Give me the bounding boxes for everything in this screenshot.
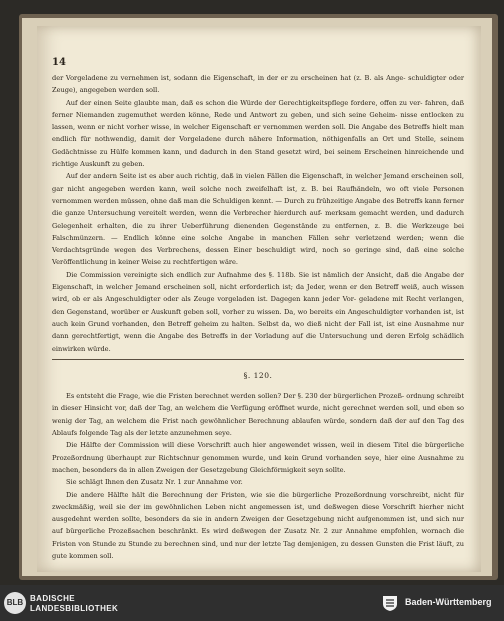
paragraph: Auf der einen Seite glaubte man, daß es schon die Würde der Gerechtigkeitspflege fordere, offen zu ver- fahren, daß ferner Niemanden zugemuthet werden könne, Rede und Antwort zu geben, und sich seine Geheim- nisse entlocken zu lassen, wenn er nicht vorher wisse, in welcher Eigenschaft er vernommen werden soll. Die Angabe des Betreffs hielt man endlich für nothwendig, damit der Vorgeladene durch nähere Information, nöthigenfalls an Ort und Stelle, seinem Gedächtnisse zu Hülfe kommen kann, und dadurch in den Stand gesetzt wird, bei seinem Erscheinen hinreichende und richtige Auskunft zu geben. (52, 98, 464, 169)
paragraph: Auf der andern Seite ist es aber auch richtig, daß in vielen Fällen die Eigenschaft, in welcher Jemand erscheinen soll, gar nicht angegeben werden kann, weil solche noch zweifelhaft ist, z. B. bei Raufhändeln, wo oft viele Personen vernommen werden müssen, ohne daß man die Schuldigen kennt. — Durch zu frühzeitige Angabe des Betreffs kann ferner die ganze Untersuchung vereitelt werden, wenn die Verbrecher hierdurch auf- merksam gemacht werden, und dadurch Gelegenheit erhalten, die zu ihrer Ueberführung dienenden Gegenstände zu entfernen, z. B. die Werkzeuge bei Falschmünzern. — Endlich könne eine solche Angabe in manchen Fällen sehr verletzend werden; wenn die Verdachtsgründe wegen des Verbrechens, dessen Einer beschuldigt wird, noch so geringe sind, daß eine solche Veröffentlichung in keiner Weise zu rechtfertigen wäre. (52, 172, 465, 267)
section-divider (52, 359, 464, 360)
paragraph: Die andere Hälfte hält die Berechnung der Fristen, wie sie die bürgerliche Prozeßordnung vorschreibt, nicht für zweckmäßig, weil sie der im gewöhnlichen Leben nicht angemessen ist, und deßwegen diese Vorschrift hierher nicht ausgedehnt werden sollte, besonders da sie in andern Zweigen der Gesetzgebung nicht aufgenommen ist, und sich nur auf bürgerliche Prozeßsachen beschränkt. Es wird deßwegen der Zusatz Nr. 2 zur Annahme empfohlen, wornach die Fristen von Stunde zu Stunde zu berechnen sind, und nur der letzte Tag demjenigen, zu dessen Gunsten die Frist läuft, zu gute kommen soll. (52, 490, 464, 560)
state-crest-icon[interactable] (381, 594, 399, 612)
section-heading: §. 120. (243, 370, 273, 380)
paragraph: Die Hälfte der Commission will diese Vorschrift auch hier angewendet wissen, weil in diesem Titel die bürgerliche Prozeßordnung überhaupt zur Richtschnur genommen wurde, und kein Grund vorhanden seye, hier eine Ausnahme zu machen, besonders da in allen Zweigen der Gesetzgebung Gleichförmigkeit seyn sollte. (52, 441, 464, 474)
page-number: 14 (52, 57, 66, 68)
viewer-footer (0, 585, 504, 621)
library-name-line2: LANDESBIBLIOTHEK (30, 604, 119, 613)
paragraph: Es entsteht die Frage, wie die Fristen berechnet werden sollen? Der §. 230 der bürgerlichen Prozeß- ordnung schreibt in dieser Hinsicht vor, daß der Tag, an welchem die Verfügung eröffnet wurde, nicht gerechnet werden soll, und eben so wenig der Tag, an welchem die Frist nach gewöhnlicher Berechnung ablaufen würde, sondern daß der auf den Tag des Ablaufs folgende Tag als der letzte anzunehmen seye. (52, 392, 464, 438)
paragraph: der Vorgeladene zu vernehmen ist, sodann die Eigenschaft, in der er zu erscheinen hat (z. B. als Ange- schuldigter oder Zeuge), angegeben werden soll. (52, 74, 464, 95)
paragraph: Sie schlägt Ihnen den Zusatz Nr. 1 zur Annahme vor. (66, 478, 243, 487)
state-name: Baden-Württemberg (405, 597, 492, 607)
paragraph: Die Commission vereinigte sich endlich zur Aufnahme des §. 118b. Sie ist nämlich der Ansicht, daß die Angabe der Eigenschaft, in welcher Jemand erscheinen soll, nicht erforderlich ist; da Jeder, wenn er den Betreff weiß, auch wissen wird, ob er als Angeschuldigter oder als Zeuge vorgeladen ist. Dagegen kann jeder Vor- geladene mit Recht verlangen, den Gegenstand, worüber er Auskunft geben soll, vorher zu wissen. Da, wo bereits ein Angeschuldigter vorhanden ist, ist auch kein Grund vorhanden, den Betreff geheim zu halten. Selbst da, wo dieß nicht der Fall ist, ist eine Ausnahme nur dann gerechtfertigt, wenn die Angabe des Betreffs in der Vorladung auf die Untersuchung und deren Erfolg schädlich einwirken würde. (52, 270, 464, 353)
page-body (52, 72, 464, 562)
blb-logo-icon[interactable]: BLB (4, 592, 26, 614)
library-name-line1: BADISCHE (30, 594, 75, 603)
